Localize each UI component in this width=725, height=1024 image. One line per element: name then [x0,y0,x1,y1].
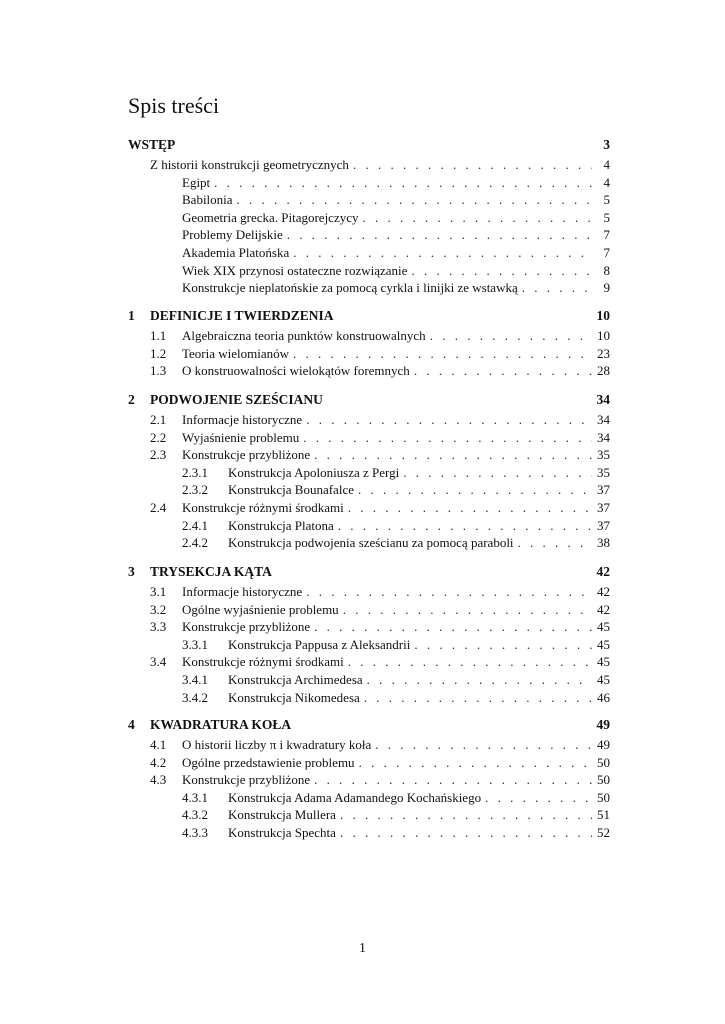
toc-entry-row[interactable] [150,411,610,428]
toc-entry-row[interactable] [150,156,610,173]
dot-leader [314,771,592,788]
entry-number: 2.4.2 [182,535,208,551]
toc-entry-row[interactable] [182,209,610,226]
entry-title: Akademia Platońska [182,245,290,260]
entry-title: Konstrukcje różnymi środkami [182,500,344,515]
entry-title: Ogólne przedstawienie problemu [182,754,355,770]
dot-leader [430,327,592,344]
dot-leader [359,754,592,771]
entry-number: 2.1 [150,412,167,427]
entry-page: 45 [597,636,610,652]
entry-page: 10 [597,328,610,343]
toc-entry-row[interactable] [182,806,610,823]
entry-page: 23 [597,345,610,361]
toc-entry-row[interactable] [150,446,610,463]
entry-page: 34 [597,412,610,427]
entry-title: Konstrukcja Platona [228,517,334,533]
entry-title: Algebraiczna teoria punktów konstruowalnych [182,328,426,343]
entry-title: Problemy Delijskie [182,227,283,243]
entry-number: 2.4.1 [182,517,208,533]
entry-page: 5 [603,209,610,225]
toc-entry-row[interactable] [150,362,610,379]
entry-title: Egipt [182,174,211,190]
entry-number: 4.3.1 [182,789,208,805]
chapter-page: 3 [603,137,610,152]
entry-title: Konstrukcje nieplatońskie za pomocą cyrkla i linijki ze wstawką [182,280,518,296]
entry-number: 2.3.2 [182,482,208,498]
entry-title: Konstrukcja podwojenia sześcianu za pomocą paraboli [228,535,514,551]
toc-entry-row[interactable] [150,736,610,753]
dot-leader [411,262,592,279]
entry-page: 42 [597,584,610,599]
dot-leader [306,583,592,600]
toc-entry-row[interactable] [150,618,610,635]
toc-entry-row[interactable] [182,789,610,806]
dot-leader [314,446,592,463]
entry-title: Konstrukcje przybliżone [182,772,311,788]
entry-title: O konstruowalności wielokątów foremnych [182,363,410,379]
entry-number: 1.3 [150,363,167,379]
entry-page: 34 [597,429,610,445]
entry-title: Konstrukcja Pappusa z Aleksandrii [228,636,411,652]
toc-entry-row[interactable] [150,583,610,600]
entry-page: 7 [603,227,610,243]
entry-title: Konstrukcje różnymi środkami [182,654,344,670]
dot-leader [340,806,592,823]
entry-page: 35 [597,464,610,480]
entry-page: 45 [597,654,610,670]
entry-page: 37 [597,517,610,533]
entry-page: 45 [597,672,610,687]
toc-entry-row[interactable] [150,601,610,618]
toc-entry-row[interactable] [182,636,610,653]
dot-leader [414,636,592,653]
entry-number: 3.1 [150,584,167,599]
toc-entry-row[interactable] [182,244,610,261]
entry-title: Konstrukcja Archimedesa [228,672,363,687]
entry-title: Wiek XIX przynosi ostateczne rozwiązanie [182,262,408,278]
entry-title: Konstrukcja Bounafalce [228,482,354,498]
dot-leader [518,534,592,551]
toc-entry-row[interactable] [182,226,610,243]
toc-chapter-row[interactable] [128,307,610,324]
entry-page: 50 [597,754,610,770]
entry-title: Konstrukcja Mullera [228,807,336,823]
chapter-number: 3 [128,564,135,579]
chapter-number: 4 [128,717,135,732]
entry-page: 37 [597,482,610,498]
dot-leader [375,736,592,753]
chapter-title: WSTĘP [128,137,176,152]
dot-leader [237,191,592,208]
chapter-page: 42 [596,564,610,579]
entry-page: 35 [597,447,610,463]
dot-leader [293,345,592,362]
toc-entry-row[interactable] [182,174,610,191]
entry-title: Konstrukcje przybliżone [182,619,311,635]
entry-title: Informacje historyczne [182,584,303,599]
dot-leader [358,481,592,498]
chapter-page: 49 [596,717,610,732]
entry-number: 3.2 [150,601,167,617]
entry-number: 3.4.1 [182,672,208,687]
entry-number: 4.3.3 [182,825,208,840]
dot-leader [303,429,592,446]
toc-entry-row[interactable] [182,689,610,706]
entry-title: Konstrukcja Adama Adamandego Kochańskiego [228,789,482,805]
toc-entry-row[interactable] [182,464,610,481]
dot-leader [403,464,592,481]
dot-leader [364,689,592,706]
entry-title: Informacje historyczne [182,412,303,427]
dot-leader [306,411,592,428]
chapter-number: 2 [128,392,135,407]
entry-page: 45 [597,619,610,635]
entry-page: 50 [597,789,610,805]
toc-chapter-row[interactable] [128,716,610,733]
entry-title: Konstrukcje przybliżone [182,447,311,463]
entry-page: 49 [597,737,610,752]
toc-entry-row[interactable] [182,262,610,279]
entry-page: 51 [597,807,610,823]
entry-title: Konstrukcja Apoloniusza z Pergi [228,464,400,480]
entry-title: Z historii konstrukcji geometrycznych [150,157,349,172]
dot-leader [214,174,592,191]
entry-number: 3.4.2 [182,689,208,705]
chapter-title: TRYSEKCJA KĄTA [150,564,272,579]
entry-page: 9 [603,280,610,296]
entry-page: 50 [597,772,610,788]
entry-page: 4 [603,157,610,172]
entry-number: 1.2 [150,345,167,361]
entry-number: 2.3.1 [182,464,208,480]
entry-page: 28 [597,363,610,379]
toc-entry-row[interactable] [182,534,610,551]
entry-number: 4.2 [150,754,167,770]
toc-chapter-row[interactable] [128,391,610,408]
chapter-title: DEFINICJE I TWIERDZENIA [150,308,334,323]
entry-number: 3.4 [150,654,167,670]
dot-leader [338,517,592,534]
chapter-title: PODWOJENIE SZEŚCIANU [150,392,323,407]
dot-leader [348,499,592,516]
dot-leader [348,653,592,670]
toc-entry-row[interactable] [182,671,610,688]
toc-entry-row[interactable] [150,499,610,516]
dot-leader [485,789,592,806]
dot-leader [522,279,592,296]
toc-entry-row[interactable] [182,191,610,208]
entry-page: 7 [603,245,610,260]
entry-number: 1.1 [150,328,167,343]
toc-entry-row[interactable] [150,327,610,344]
dot-leader [314,618,592,635]
page-number: 1 [359,941,366,956]
dot-leader [287,226,592,243]
dot-leader [414,362,592,379]
entry-number: 2.3 [150,447,167,463]
entry-title: Konstrukcja Nikomedesa [228,689,360,705]
entry-title: O historii liczby π i kwadratury koła [182,737,372,752]
dot-leader [367,671,592,688]
dot-leader [293,244,592,261]
toc-entry-row[interactable] [182,481,610,498]
entry-number: 4.3.2 [182,807,208,823]
entry-number: 2.2 [150,429,167,445]
dot-leader [340,824,592,841]
entry-page: 5 [603,192,610,208]
toc-chapter-row[interactable] [128,136,610,153]
entry-page: 4 [603,174,610,190]
chapter-page: 10 [596,308,610,323]
toc-entry-row[interactable] [150,429,610,446]
entry-page: 46 [597,689,610,705]
entry-number: 4.1 [150,737,167,752]
entry-number: 3.3.1 [182,636,208,652]
entry-page: 52 [597,825,610,840]
entry-title: Ogólne wyjaśnienie problemu [182,601,339,617]
entry-number: 2.4 [150,500,167,515]
toc-chapter-row[interactable] [128,563,610,580]
entry-page: 37 [597,500,610,515]
entry-page: 8 [603,262,610,278]
toc-entry-row[interactable] [182,824,610,841]
toc-entry-row[interactable] [182,517,610,534]
dot-leader [353,156,592,173]
entry-title: Konstrukcja Spechta [228,825,336,840]
dot-leader [343,601,592,618]
entry-number: 3.3 [150,619,167,635]
chapter-number: 1 [128,308,135,323]
chapter-title: KWADRATURA KOŁA [150,717,292,732]
entry-title: Babilonia [182,192,233,208]
toc-entry-row[interactable] [182,279,610,296]
entry-page: 38 [597,535,610,551]
entry-title: Teoria wielomianów [182,345,290,361]
toc-entry-row[interactable] [150,771,610,788]
entry-page: 42 [597,601,610,617]
entry-number: 4.3 [150,772,167,788]
dot-leader [363,209,593,226]
entry-title: Geometria grecka. Pitagorejczycy [182,209,359,225]
chapter-page: 34 [596,392,610,407]
toc-entry-row[interactable] [150,653,610,670]
toc-entry-row[interactable] [150,345,610,362]
entry-title: Wyjaśnienie problemu [182,429,300,445]
page-title: Spis treści [128,93,220,118]
toc-entry-row[interactable] [150,754,610,771]
